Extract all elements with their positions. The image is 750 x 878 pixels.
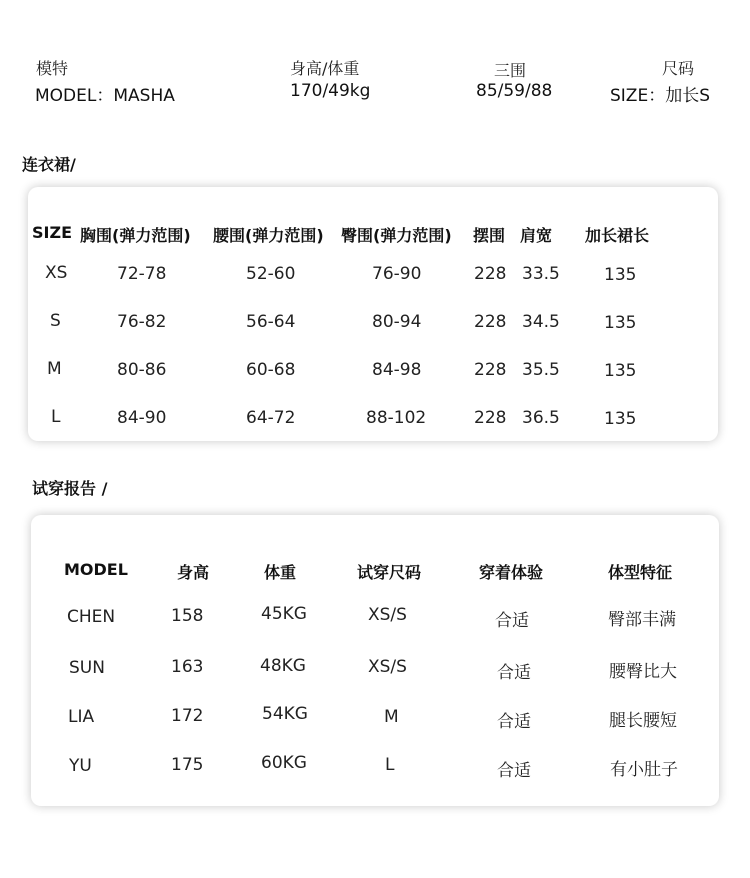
shoulder-cell: 33.5: [522, 264, 560, 284]
size-cell: XS: [45, 263, 68, 283]
waist-cell: 56-64: [246, 312, 296, 332]
height-cell: 175: [171, 755, 204, 775]
model-name: MODEL：MASHA: [35, 86, 175, 106]
size-cell: S: [50, 311, 61, 331]
measurements-value: 85/59/88: [476, 81, 553, 101]
body-type-cell: 腿长腰短: [609, 711, 677, 731]
body-type-cell: 臀部丰满: [608, 610, 676, 630]
weight-cell: 48KG: [260, 656, 306, 676]
bust-cell: 76-82: [117, 312, 167, 332]
tried-size-cell: XS/S: [368, 657, 407, 677]
size-header-hem: 摆围: [473, 226, 506, 245]
experience-cell: 合适: [497, 761, 531, 781]
hem-cell: 228: [474, 408, 507, 428]
height-cell: 172: [171, 706, 204, 726]
model-cell: YU: [69, 756, 92, 776]
experience-cell: 合适: [497, 663, 531, 683]
size-section-title: 连衣裙/: [22, 155, 76, 174]
size-chart-card: [28, 187, 718, 441]
fit-section-title: 试穿报告 /: [32, 479, 108, 498]
weight-cell: 54KG: [262, 704, 308, 724]
experience-cell: 合适: [497, 712, 531, 732]
length-cell: 135: [604, 313, 637, 333]
hip-cell: 76-90: [372, 264, 422, 284]
hem-cell: 228: [474, 312, 507, 332]
size-cell: L: [51, 407, 61, 427]
length-cell: 135: [604, 361, 637, 381]
measurements-label: 三围: [494, 61, 527, 80]
hip-cell: 84-98: [372, 360, 422, 380]
size-header-waist: 腰围(弹力范围): [213, 226, 324, 245]
tried-size-cell: XS/S: [368, 605, 407, 625]
fit-header-tried-size: 试穿尺码: [357, 563, 422, 582]
experience-cell: 合适: [495, 611, 529, 631]
size-header-length: 加长裙长: [585, 226, 650, 245]
length-cell: 135: [604, 265, 637, 285]
model-cell: LIA: [68, 707, 95, 727]
body-type-cell: 腰臀比大: [609, 662, 677, 682]
hip-cell: 80-94: [372, 312, 422, 332]
tried-size-cell: M: [384, 707, 399, 727]
bust-cell: 80-86: [117, 360, 167, 380]
size-label: 尺码: [662, 59, 695, 78]
fit-report-card: [31, 515, 719, 806]
fit-header-body-type: 体型特征: [608, 563, 673, 582]
shoulder-cell: 34.5: [522, 312, 560, 332]
fit-header-experience: 穿着体验: [479, 563, 544, 582]
model-cell: SUN: [69, 658, 105, 678]
size-value: SIZE：加长S: [610, 86, 710, 106]
hip-cell: 88-102: [366, 408, 427, 428]
height-cell: 158: [171, 606, 204, 626]
tried-size-cell: L: [385, 755, 395, 775]
waist-cell: 52-60: [246, 264, 296, 284]
fit-header-model: MODEL: [64, 560, 128, 579]
size-header-hip: 臀围(弹力范围): [341, 226, 452, 245]
weight-cell: 45KG: [261, 604, 307, 624]
height-weight-value: 170/49kg: [290, 81, 371, 101]
bust-cell: 72-78: [117, 264, 167, 284]
model-cell: CHEN: [67, 607, 116, 627]
shoulder-cell: 35.5: [522, 360, 560, 380]
hem-cell: 228: [474, 264, 507, 284]
size-cell: M: [47, 359, 62, 379]
size-header-bust: 胸围(弹力范围): [80, 226, 191, 245]
size-header-shoulder: 肩宽: [520, 226, 553, 245]
fit-header-weight: 体重: [264, 563, 297, 582]
length-cell: 135: [604, 409, 637, 429]
weight-cell: 60KG: [261, 753, 307, 773]
model-label: 模特: [36, 59, 69, 78]
bust-cell: 84-90: [117, 408, 167, 428]
fit-header-height: 身高: [177, 563, 210, 582]
hem-cell: 228: [474, 360, 507, 380]
waist-cell: 60-68: [246, 360, 296, 380]
size-header-size: SIZE: [32, 223, 73, 242]
waist-cell: 64-72: [246, 408, 296, 428]
height-weight-label: 身高/体重: [290, 59, 360, 78]
shoulder-cell: 36.5: [522, 408, 560, 428]
body-type-cell: 有小肚子: [610, 760, 678, 780]
height-cell: 163: [171, 657, 204, 677]
